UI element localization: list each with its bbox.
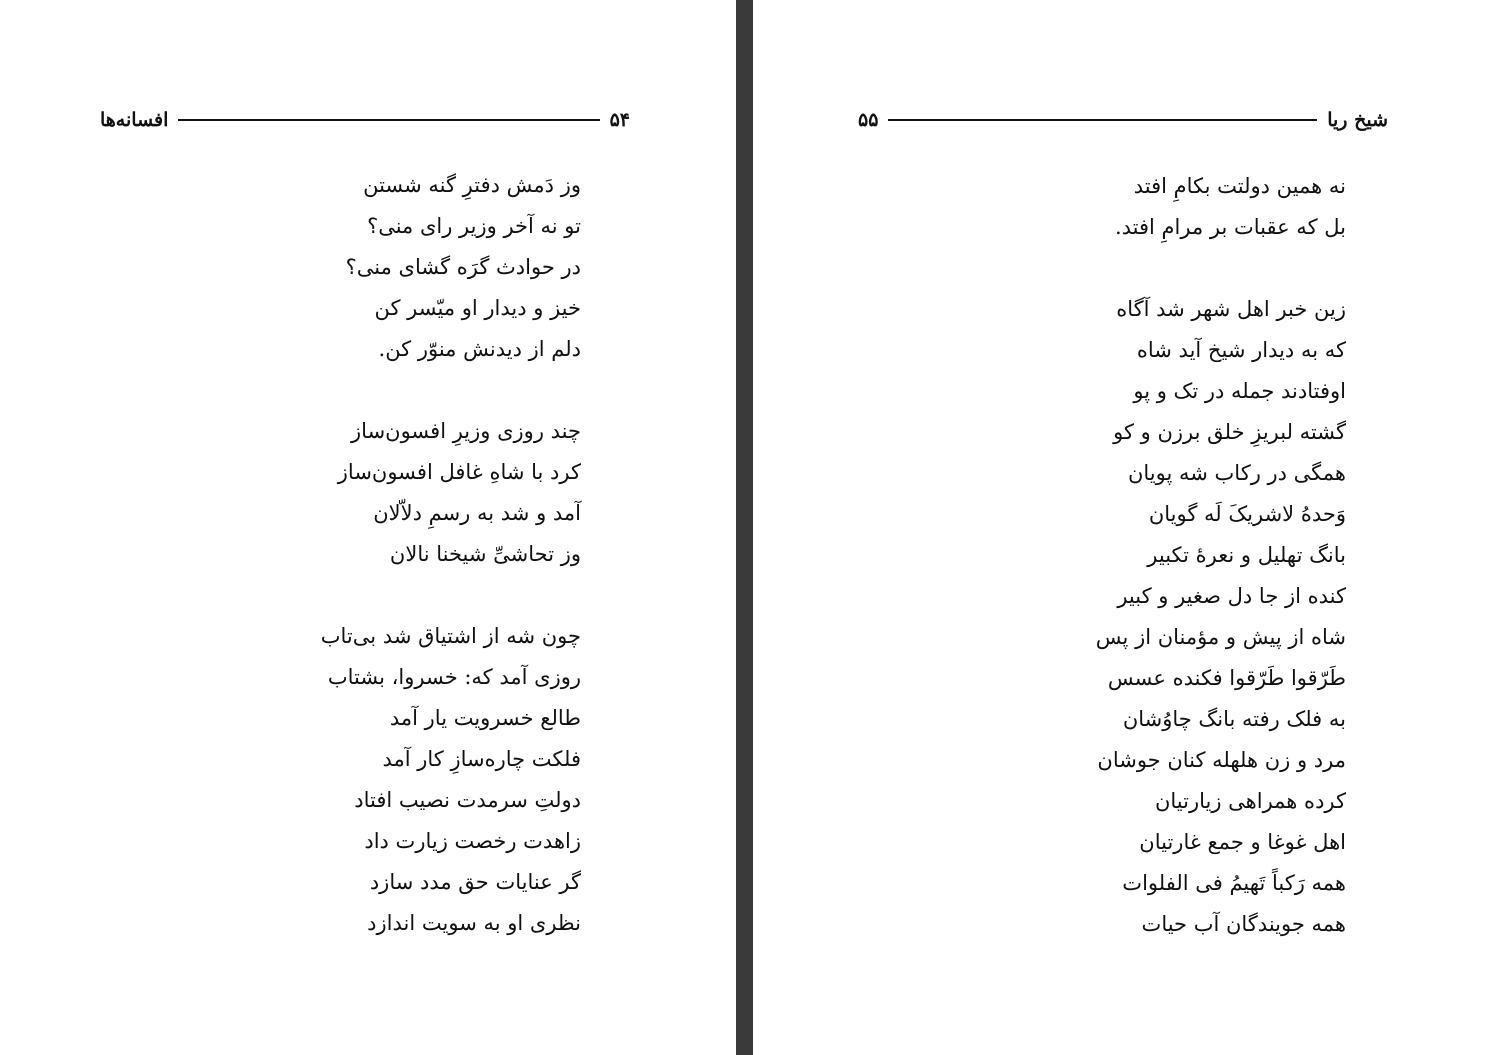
verse-line: چون شه از اشتیاق شد بی‌تاب <box>320 624 581 648</box>
stanza-gap <box>221 370 581 411</box>
right-page-title: شیخ ریا <box>1327 109 1388 131</box>
verse-line: فلکت چاره‌سازِ کار آمد <box>382 747 581 771</box>
book-gutter <box>736 0 753 1055</box>
verse-line: کرد با شاهِ غافل افسون‌ساز <box>337 460 581 484</box>
verse-line: به فلک رفته بانگ چاوُشان <box>1122 707 1346 731</box>
verse-line: در حوادث گرَه گشای منی؟ <box>345 255 581 279</box>
verse-line: دلم از دیدنش منوّر کن. <box>378 337 581 361</box>
stanza-gap <box>966 248 1346 289</box>
left-page-verses <box>221 165 581 944</box>
left-page-title: افسانه‌ها <box>100 109 169 131</box>
verse-line: طالع خسرویت یار آمد <box>389 706 581 730</box>
verse-line: نظری او به سویت اندازد <box>367 911 581 935</box>
right-page <box>753 0 1491 1055</box>
verse-line: روزی آمد که: خسروا، بشتاب <box>327 665 581 689</box>
header-rule <box>888 119 1317 121</box>
header-rule <box>178 119 599 121</box>
verse-line: تو نه آخر وزیر رای منی؟ <box>367 214 581 238</box>
verse-line: مرد و زن هلهله کنان جوشان <box>1097 748 1346 772</box>
verse-line: شاه از پیش و مؤمنان از پس <box>1095 625 1346 649</box>
verse-line: وز تحاشیِّ شیخنا نالان <box>389 542 581 566</box>
verse-line: همه رَکباً تَهیمُ فی الفلوات <box>1122 871 1346 895</box>
verse-line: بل که عقبات بر مرامِ افتد. <box>1114 215 1346 239</box>
verse-line: همه جویندگان آب حیات <box>1141 912 1346 936</box>
verse-line: اهل غوغا و جمع غارتیان <box>1139 830 1346 854</box>
left-page-header <box>100 106 630 134</box>
left-page <box>0 0 736 1055</box>
verse-line: زین خبر اهل شهر شد آگاه <box>1116 297 1346 321</box>
verse-line: آمد و شد به رسمِ دلاّلان <box>373 501 581 525</box>
verse-line: که به دیدار شیخ آید شاه <box>1136 338 1346 362</box>
verse-line: کنده از جا دل صغیر و کبیر <box>1117 584 1346 608</box>
verse-line: گشته لبریزِ خلق برزن و کو <box>1113 420 1346 444</box>
right-page-verses <box>966 166 1346 945</box>
right-page-header <box>858 106 1388 134</box>
verse-line: نه همین دولتت بکامِ افتد <box>1133 174 1346 198</box>
verse-line: وَحدهُ لاشریکَ لَه گویان <box>1148 502 1346 526</box>
verse-line: وز دَمش دفترِ گنه شستن <box>363 173 581 197</box>
verse-line: طَرّقوا طَرّقوا فکنده عسس <box>1107 666 1346 690</box>
verse-line: دولتِ سرمدت نصیب افتاد <box>354 788 581 812</box>
verse-line: زاهدت رخصت زیارت داد <box>364 829 581 853</box>
verse-line: کرده همراهی زیارتیان <box>1154 789 1346 813</box>
verse-line: گر عنایات حق مدد سازد <box>369 870 581 894</box>
verse-line: اوفتادند جمله در تک و پو <box>1133 379 1346 403</box>
verse-line: چند روزی وزیرِ افسون‌ساز <box>351 419 581 443</box>
right-page-number: ۵۵ <box>858 109 879 131</box>
verse-line: بانگ تهلیل و نعرهٔ تکبیر <box>1147 543 1346 567</box>
stanza-gap <box>221 575 581 616</box>
verse-line: همگی در رکاب شه پویان <box>1127 461 1346 485</box>
verse-line: خیز و دیدار او میّسر کن <box>374 296 581 320</box>
left-page-number: ۵۴ <box>609 109 630 131</box>
